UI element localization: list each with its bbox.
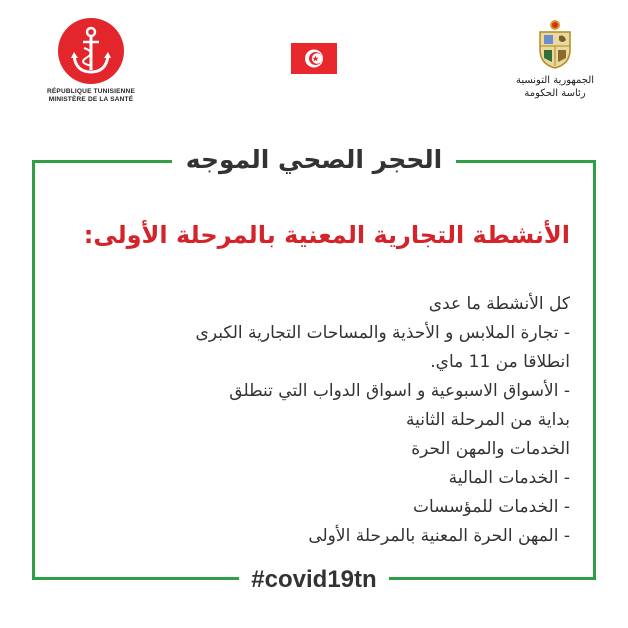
list-item: - المهن الحرة المعنية بالمرحلة الأولى (308, 526, 570, 546)
list-item: - الأسواق الاسبوعية و اسواق الدواب التي تنطلق (229, 381, 570, 401)
list-item: بداية من المرحلة الثانية (405, 410, 570, 430)
list-item: الخدمات والمهن الحرة (411, 439, 570, 459)
ministry-caption-line2: MINISTÈRE DE LA SANTÉ (48, 96, 134, 103)
coat-of-arms-icon (532, 18, 578, 70)
list-item: - تجارة الملابس و الأحذية والمساحات التجارية الكبرى (195, 323, 570, 343)
activities-list (50, 290, 570, 551)
list-item: - الخدمات للمؤسسات (412, 497, 570, 517)
gov-caption-line2: رئاسة الحكومة (524, 88, 586, 99)
page-title: الحجر الصحي الموجه (172, 141, 456, 179)
hashtag: #covid19tn (239, 562, 388, 598)
list-item: انطلاقا من 11 ماي. (430, 352, 570, 372)
section-subtitle: الأنشطة التجارية المعنية بالمرحلة الأولى: (83, 221, 570, 249)
list-item: كل الأنشطة ما عدى (428, 294, 570, 314)
gov-caption-line1: الجمهورية التونسية (515, 75, 595, 86)
health-ministry-logo (46, 18, 136, 104)
tunisia-flag-icon (291, 43, 337, 74)
government-emblem (500, 18, 610, 100)
list-item: - الخدمات المالية (448, 468, 570, 488)
anchor-icon (58, 18, 124, 84)
ministry-caption-line1: RÉPUBLIQUE TUNISIENNE (47, 88, 135, 95)
